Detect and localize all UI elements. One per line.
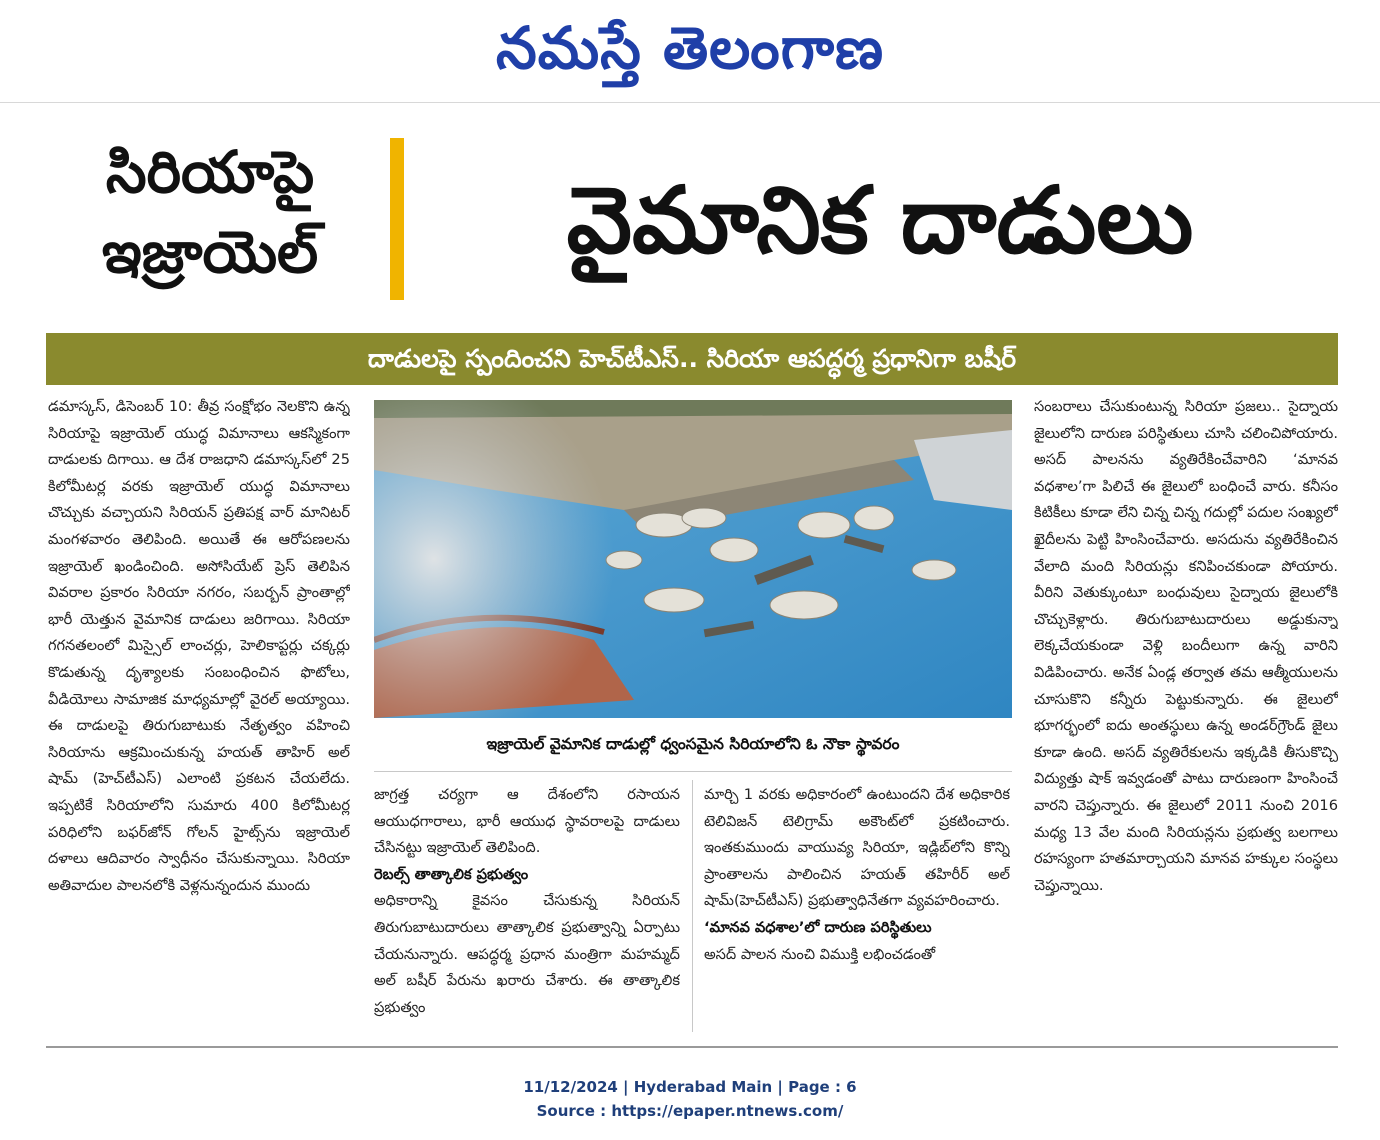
section-subheading: ‘మానవ వధశాల’లో దారుణ పరిస్థితులు	[704, 918, 932, 936]
article-paragraph: అధికారాన్ని కైవసం చేసుకున్న సిరియన్ తిరుగుబాటుదారులు తాత్కాలిక ప్రభుత్వాన్ని ఏర్పాటు చేయనున్నారు. ఆపద్ధర్మ ప్రధాన మంత్రిగా మహమ్మద్ అల్ బషీర్ పేరును ఖరారు చేశారు. ఈ తాత్కాలిక ప్రభుత్వం	[374, 892, 680, 1016]
headline-accent-bar	[390, 138, 404, 300]
naval-base-photo-illustration	[374, 400, 1012, 718]
headline-kicker	[42, 132, 378, 308]
page-info: 11/12/2024 | Hyderabad Main | Page : 6	[523, 1078, 857, 1096]
news-photo	[374, 400, 1012, 718]
article-column-3	[704, 782, 1010, 1032]
source-link[interactable]: Source : https://epaper.ntnews.com/	[536, 1102, 844, 1120]
section-subheading: రెబల్స్ తాత్కాలిక ప్రభుత్వం	[374, 865, 529, 883]
masthead	[0, 0, 1380, 103]
photo-caption: ఇజ్రాయెల్ వైమానిక దాడుల్లో ధ్వంసమైన సిరియాలోని ఓ నౌకా స్థావరం	[486, 735, 900, 753]
article-bottom-rule	[46, 1046, 1338, 1048]
article-paragraph: జాగ్రత్త చర్యగా ఆ దేశంలోని రసాయన ఆయుధగారాలు, భారీ ఆయుధ స్థావరాలపై దాడులు చేసినట్టు ఇజ్రాయెల్ తెలిపింది.	[374, 786, 680, 857]
article-paragraph: మార్చి 1 వరకు అధికారంలో ఉంటుందని దేశ అధికారిక టెలివిజన్ టెలిగ్రామ్ అకౌంట్‌లో ప్రకటించారు. ఇంతకుముందు వాయువ్య సిరియా, ఇడ్లిబ్‌లోని కొన్ని ప్రాంతాలను పాలించిన హయత్ తహిరీర్ అల్ షామ్(హెచ్‌టీఎస్) ప్రభుత్వాధినేతగా వ్యవహరించారు.	[704, 786, 1010, 910]
article-column-2	[374, 782, 680, 1032]
newspaper-logo: నమస్తే తెలంగాణ	[496, 14, 884, 82]
headline-kicker-line-2: ఇజ్రాయెల్	[101, 218, 319, 286]
subheadline-banner: దాడులపై స్పందించని హెచ్‌టీఎస్.. సిరియా ఆపద్ధర్మ ప్రధానిగా బషీర్	[46, 333, 1338, 385]
column-divider	[692, 780, 693, 1032]
column-divider	[374, 771, 1012, 772]
article-paragraph: అసద్ పాలన నుంచి విముక్తి లభించడంతో	[704, 945, 936, 963]
article-paragraph: సంబరాలు చేసుకుంటున్న సిరియా ప్రజలు.. సైద్నాయ జైలులోని దారుణ పరిస్థితులు చూసి చలించిపోయారు. అసద్ పాలనను వ్యతిరేకించేవారిని ‘మానవ వధశాల’గా పిలిచే ఈ జైలులో బంధించే వారు. కనీసం కిటికీలు కూడా లేని చిన్న చిన్న గదుల్లో పదుల సంఖ్యలో ఖైదీలను పెట్టి హింసించేవారు. అసదును వ్యతిరేకించిన వేలాది మంది సిరియన్లు కనిపించకుండా పోయారు. వీరిని వెతుక్కుంటూ బంధువులు సైద్నాయ జైలులోకి చొచ్చుకెళ్లారు. తిరుగుబాటుదారులు అడ్డుకున్నా లెక్కచేయకుండా వెళ్లి బందీలుగా ఉన్న వారిని విడిపించారు. అనేక ఏండ్ల తర్వాత తమ ఆత్మీయులను చూసుకొని కన్నీరు పెట్టుకున్నారు. ఈ జైలులో భూగర్భంలో ఐదు అంతస్థులు ఉన్న అండర్‌గ్రౌండ్ జైలు కూడా ఉంది. అసద్ వ్యతిరేకులను ఇక్కడికి తీసుకొచ్చి విద్యుత్తు షాక్ ఇవ్వడంతో పాటు దారుణంగా హింసించే వారని చెప్తున్నారు. ఈ జైలులో 2011 నుంచి 2016 మధ్య 13 వేల మంది సిరియన్లను ప్రభుత్వ బలగాలు రహస్యంగా హతమార్చాయని మానవ హక్కుల సంస్థలు చెప్తున్నాయి.	[1034, 398, 1338, 894]
main-headline: వైమానిక దాడులు	[566, 167, 1194, 274]
headline-kicker-line-1: సిరియాపై	[105, 138, 315, 206]
article-column-4	[1034, 394, 1338, 1034]
article-column-1	[48, 394, 350, 1034]
article-paragraph: డమాస్కస్, డిసెంబర్ 10: తీవ్ర సంక్షోభం నెలకొని ఉన్న సిరియాపై ఇజ్రాయెల్ యుద్ధ విమానాలు ఆకస్మికంగా దాడులకు దిగాయి. ఆ దేశ రాజధాని డమాస్కస్‌లో 25 కిలోమీటర్ల వరకు ఇజ్రాయెల్ యుద్ధ విమానాలు చొచ్చుకు వచ్చాయని సిరియన్ ప్రతిపక్ష వార్ మానిటర్ మంగళవారం తెలిపింది. అయితే ఈ ఆరోపణలను ఇజ్రాయెల్ ఖండించింది. అసోసియేట్ ప్రెస్ తెలిపిన వివరాల ప్రకారం సిరియా నగరం, సబర్బన్ ప్రాంతాల్లో భారీ యెత్తున వైమానిక దాడులు జరిగాయి. సిరియా గగనతలంలో మిస్సైల్ లాంచర్లు, హెలికాప్టర్లు చక్కర్లు కొడుతున్న దృశ్యాలకు సంబంధించిన ఫొటోలు, వీడియోలు సామాజిక మాధ్యమాల్లో వైరల్ అయ్యాయి. ఈ దాడులపై తిరుగుబాటుకు నేతృత్వం వహించి సిరియాను ఆక్రమించుకున్న హయత్ తాహిర్ అల్ షామ్ (హెచ్‌టీఎస్) ఎలాంటి ప్రకటన చేయలేదు. ఇప్పటికే సిరియాలోని సుమారు 400 కిలోమీటర్ల పరిధిలోని బఫర్‌జోన్ గోలన్ హైట్స్‌ను ఇజ్రాయెల్ దళాలు ఆదివారం స్వాధీనం చేసుకున్నాయి. సిరియా అతివాదుల పాలనలోకి వెళ్లనున్నందున ముందు	[48, 398, 350, 894]
